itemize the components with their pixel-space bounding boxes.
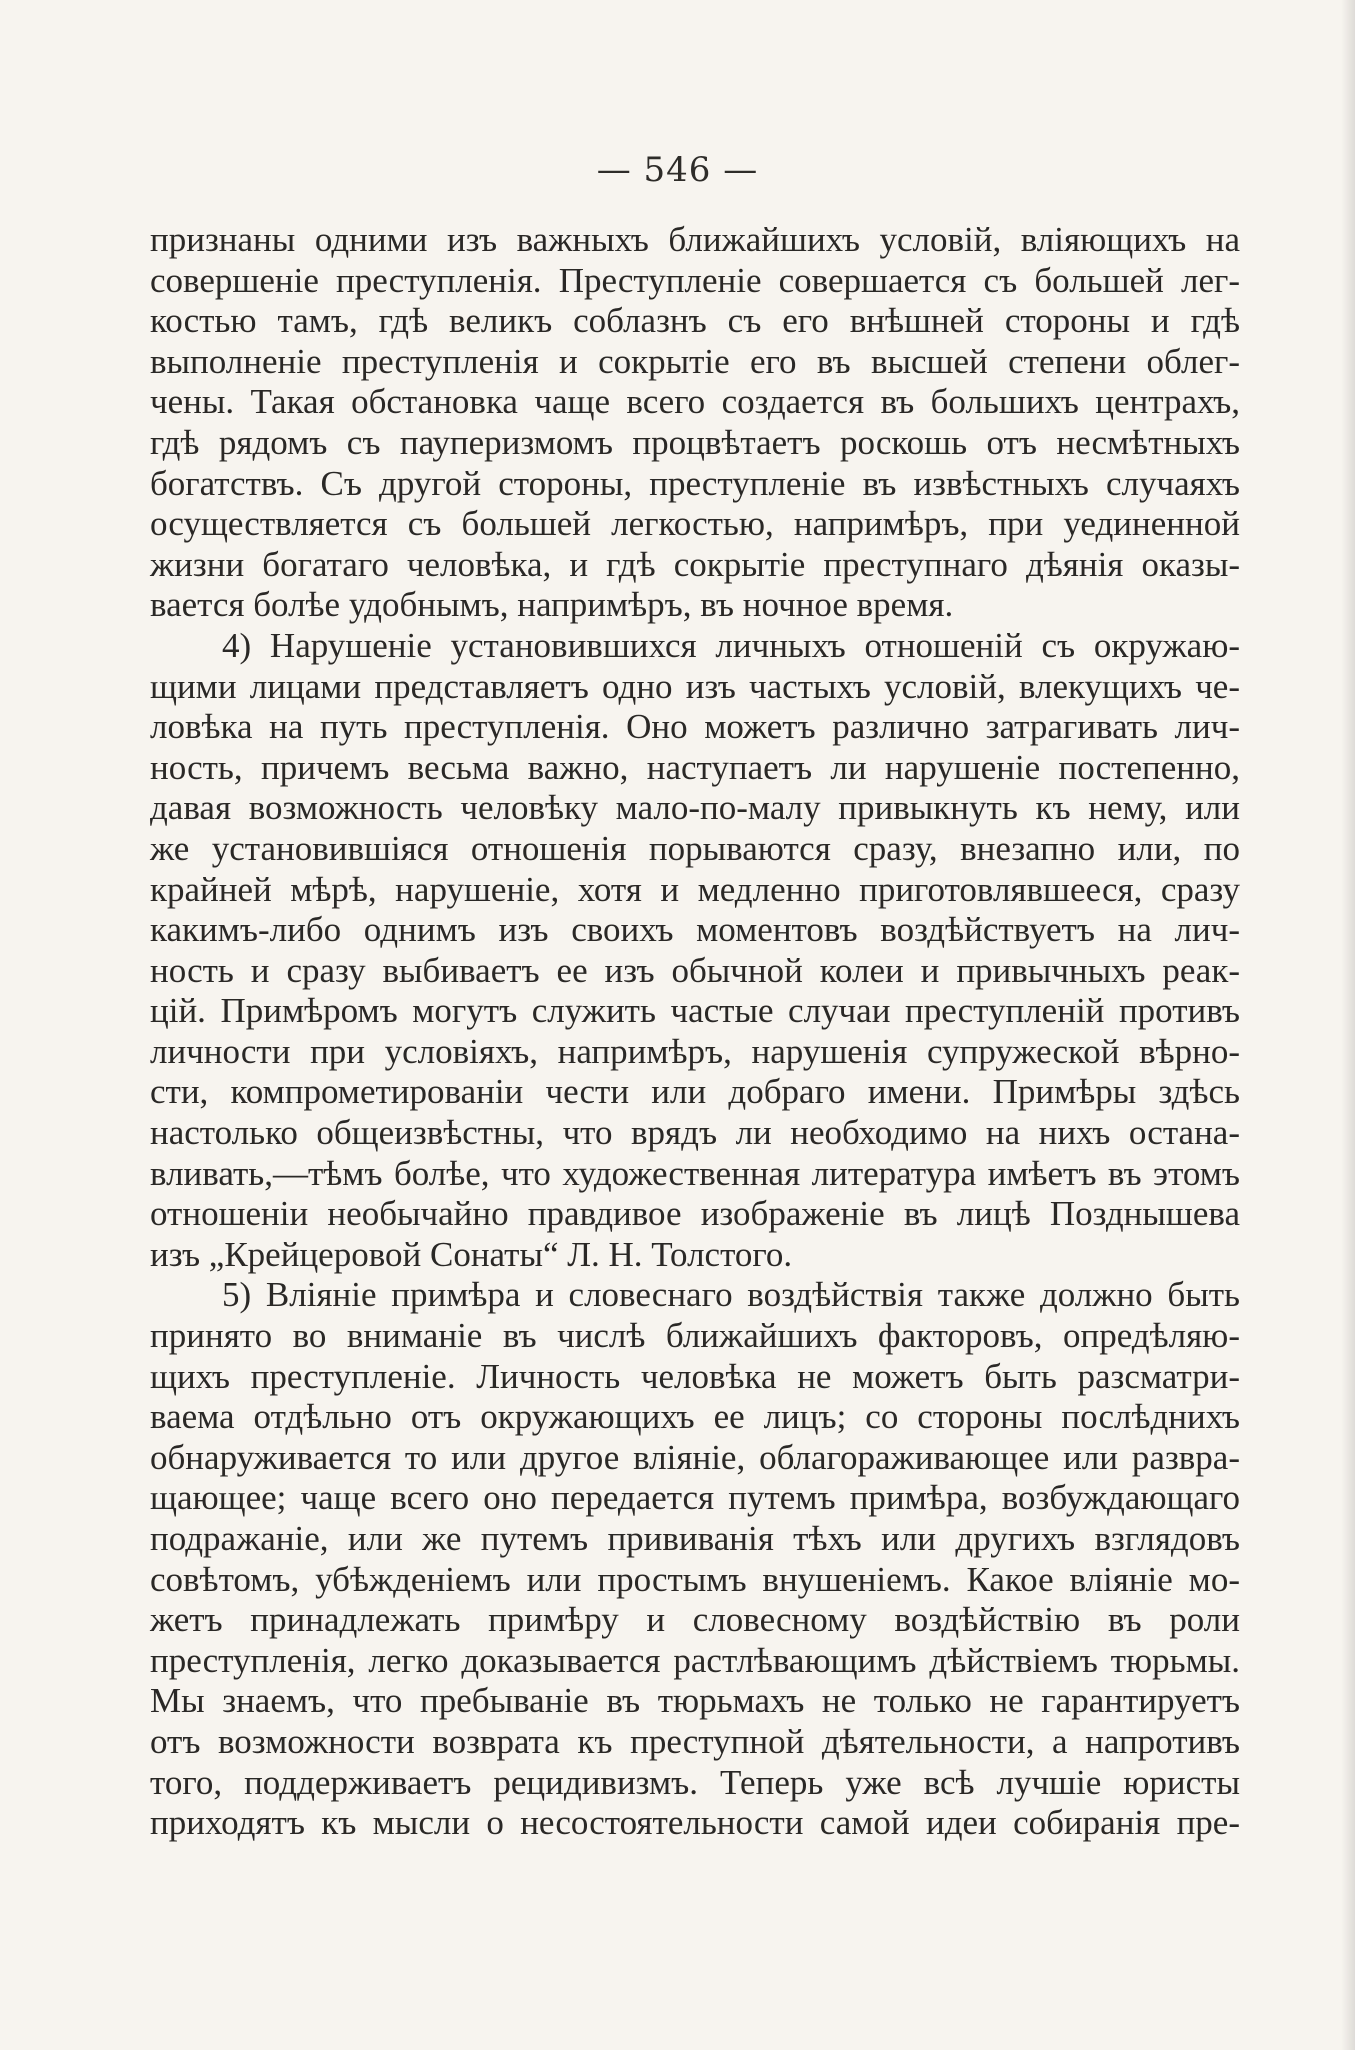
text-line: сти, компрометированіи чести или добраго имени. Примѣры здѣсь <box>150 1072 1240 1112</box>
text-line: какимъ-либо однимъ изъ своихъ моментовъ воздѣйствуетъ на лич- <box>150 910 1240 950</box>
text-line: вливать,—тѣмъ болѣе, что художественная литература имѣетъ въ этомъ <box>150 1153 1240 1193</box>
paragraph-start-line: 5) Вліяніе примѣра и словеснаго воздѣйствія также должно быть <box>222 1275 1240 1315</box>
text-line: того, поддерживаетъ рецидивизмъ. Теперь уже всѣ лучшіе юристы <box>150 1762 1240 1802</box>
text-line: обнаруживается то или другое вліяніе, облагораживающее или развра- <box>150 1437 1240 1477</box>
page-number: — 546 — <box>596 150 759 190</box>
text-line: щихъ преступленіе. Личность человѣка не можетъ быть разсматри- <box>150 1356 1240 1396</box>
text-line: костью тамъ, гдѣ великъ соблазнъ съ его внѣшней стороны и гдѣ <box>150 301 1240 341</box>
text-line: преступленія, легко доказывается растлѣвающимъ дѣйствіемъ тюрьмы. <box>150 1640 1240 1680</box>
text-line: ловѣка на путь преступленія. Оно можетъ различно затрагивать лич- <box>150 707 1240 747</box>
text-line: ность и сразу выбиваетъ ее изъ обычной колеи и привычныхъ реак- <box>150 950 1240 990</box>
text-line: Мы знаемъ, что пребываніе въ тюрьмахъ не только не гарантируетъ <box>150 1681 1240 1721</box>
text-line: же установившіяся отношенія порываются сразу, внезапно или, по <box>150 828 1240 868</box>
text-line: изъ „Крейцеровой Сонаты“ Л. Н. Толстого. <box>150 1234 793 1274</box>
text-line: жетъ принадлежать примѣру и словесному воздѣйствію въ роли <box>150 1600 1240 1640</box>
text-line: выполненіе преступленія и сокрытіе его въ высшей степени облег- <box>150 341 1240 381</box>
text-line: цій. Примѣромъ могутъ служить частые случаи преступленій противъ <box>150 991 1240 1031</box>
text-line: признаны одними изъ важныхъ ближайшихъ условій, вліяющихъ на <box>150 220 1240 259</box>
text-line: богатствъ. Съ другой стороны, преступленіе въ извѣстныхъ случаяхъ <box>150 463 1240 503</box>
text-line: щающее; чаще всего оно передается путемъ примѣра, возбуждающаго <box>150 1478 1240 1518</box>
text-line: вается болѣе удобнымъ, напримѣръ, въ ночное время. <box>150 585 954 625</box>
text-line: крайней мѣрѣ, нарушеніе, хотя и медленно приготовлявшееся, сразу <box>150 869 1240 909</box>
text-line: приходятъ къ мысли о несостоятельности самой идеи собиранія пре- <box>150 1803 1240 1843</box>
text-line: щими лицами представляетъ одно изъ частыхъ условій, влекущихъ че- <box>150 666 1240 706</box>
scan-edge-shadow <box>1341 0 1355 2050</box>
body-text <box>150 220 1240 1844</box>
text-line: личности при условіяхъ, напримѣръ, нарушенія супружеской вѣрно- <box>150 1031 1240 1071</box>
text-line: ность, причемъ весьма важно, наступаетъ ли нарушеніе постепенно, <box>150 747 1240 787</box>
text-line: совѣтомъ, убѣжденіемъ или простымъ внушеніемъ. Какое вліяніе мо- <box>150 1559 1240 1599</box>
text-line: давая возможность человѣку мало-по-малу привыкнуть къ нему, или <box>150 788 1240 828</box>
text-line: совершеніе преступленія. Преступленіе совершается съ большей лег- <box>150 260 1240 300</box>
text-line: принято во вниманіе въ числѣ ближайшихъ факторовъ, опредѣляю- <box>150 1316 1240 1356</box>
text-line: отношеніи необычайно правдивое изображеніе въ лицѣ Позднышева <box>150 1194 1240 1234</box>
text-line: гдѣ рядомъ съ пауперизмомъ процвѣтаетъ роскошь отъ несмѣтныхъ <box>150 422 1240 462</box>
text-line: подражаніе, или же путемъ прививанія тѣхъ или другихъ взглядовъ <box>150 1519 1240 1558</box>
paragraph-start-line: 4) Нарушеніе установившихся личныхъ отношеній съ окружаю- <box>222 625 1240 665</box>
text-line: ваема отдѣльно отъ окружающихъ ее лицъ; со стороны послѣднихъ <box>150 1397 1240 1437</box>
text-line: осуществляется съ большей легкостью, напримѣръ, при уединенной <box>150 504 1240 544</box>
text-line: чены. Такая обстановка чаще всего создается въ большихъ центрахъ, <box>150 382 1240 422</box>
text-line: жизни богатаго человѣка, и гдѣ сокрытіе преступнаго дѣянія оказы- <box>150 544 1240 584</box>
text-line: отъ возможности возврата къ преступной дѣятельности, а напротивъ <box>150 1721 1240 1761</box>
text-line: настолько общеизвѣстны, что врядъ ли необходимо на нихъ остана- <box>150 1113 1240 1153</box>
